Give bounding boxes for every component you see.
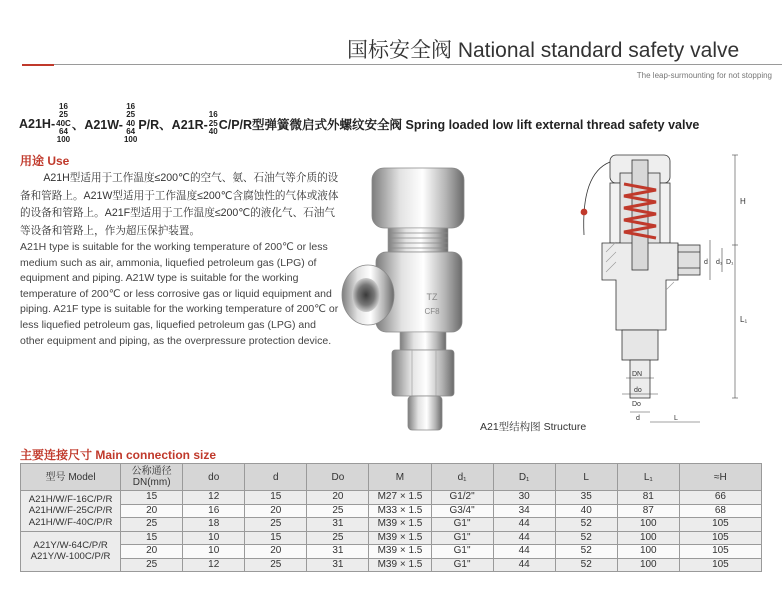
col-header: L (555, 464, 617, 491)
model-part-3: P/R、A21R- (138, 117, 208, 132)
photo-marking-1: TZ (426, 292, 438, 302)
model-cell: A21H/W/F-16C/P/R A21H/W/F-25C/P/R A21H/W/F-40C/P/R (21, 491, 121, 532)
dim-label-L: L (674, 415, 678, 422)
col-header: d₁ (431, 464, 493, 491)
model-part-1: A21H- (19, 116, 56, 131)
dim-label-d: d (704, 259, 708, 266)
pressure-stack-1: 16 25 40C 64 100 (56, 102, 71, 145)
pressure-stack-2: 16 25 40 64 100 (123, 102, 138, 145)
pressure-stack-3: 16 25 40 (208, 110, 218, 136)
dim-label-do: do (634, 387, 642, 394)
dim-label-H: H (740, 197, 746, 206)
col-header: 公称通径 DN(mm) (121, 464, 183, 491)
model-part-2: 、A21W- (71, 117, 123, 132)
col-header: M (369, 464, 431, 491)
dim-label-Do: Do (632, 401, 641, 408)
table-row: 20 10 20 31 M39 × 1.5 G1" 44 52 100 105 (21, 545, 762, 559)
dim-label-d1: d₁ (716, 259, 723, 266)
table-header-row (21, 464, 762, 491)
col-header: Do (307, 464, 369, 491)
col-header: D₁ (493, 464, 555, 491)
dim-label-DN: DN (632, 371, 643, 378)
model-cell: A21Y/W-64C/P/R A21Y/W-100C/P/R (21, 531, 121, 572)
table-row: A21Y/W-64C/P/R A21Y/W-100C/P/R 15 10 15 25 M39 × 1.5 G1" 44 52 100 105 (21, 531, 762, 545)
table-row: 25 18 25 31 M39 × 1.5 G1" 44 52 100 105 (21, 518, 762, 532)
dim-label-dd: d (636, 415, 640, 422)
connection-size-table (20, 463, 762, 572)
header-divider (22, 64, 782, 65)
header-accent (22, 64, 54, 66)
dim-label-L1: L₁ (740, 315, 748, 324)
structure-caption: A21型结构图 Structure (480, 421, 587, 433)
use-description (20, 170, 340, 349)
dim-label-D1: D₁ (726, 259, 734, 266)
col-header: do (183, 464, 245, 491)
structure-drawing (570, 140, 770, 430)
model-title (19, 103, 699, 144)
use-text-english: A21H type is suitable for the working temperature of 200℃ or less medium such as air, ammonia, liquefied petroleum gas (LPG) of equipment and piping. A21W type is suitable for the working temperature of 200℃ or less corrosive gas or liquid equipment and piping. A21F type is suitable for the working temperature of 200℃ or less liquefied petroleum gas, liquefied petroleum gas (LPG) and other equipment and piping, as the overpressure protection device. (20, 241, 339, 347)
table-row: 25 12 25 31 M39 × 1.5 G1" 44 52 100 105 (21, 558, 762, 572)
table-row: 20 16 20 25 M33 × 1.5 G3/4" 34 40 87 68 (21, 504, 762, 518)
col-header: 型号 Model (21, 464, 121, 491)
table-row: A21H/W/F-16C/P/R A21H/W/F-25C/P/R A21H/W/F-40C/P/R 15 12 15 20 M27 × 1.5 G1/2" 30 35 81 66 (21, 491, 762, 505)
page-title: 国标安全阀 National standard safety valve (347, 39, 740, 62)
col-header: d (245, 464, 307, 491)
photo-marking-2: CF8 (424, 307, 440, 316)
connection-section-title: 主要连接尺寸 Main connection size (20, 448, 217, 462)
use-text-chinese: A21H型适用于工作温度≤200℃的空气、氨、石油气等介质的设备和管路上。A21W型适用于工作温度≤200℃含腐蚀性的气体或液体的设备和管路上。A21F型适用于工作温度≤200℃的液化气、石油气等设备和管路上，作为超压保护装置。 (20, 172, 339, 237)
header-slogan: The leap-surmounting for not stopping (636, 71, 772, 80)
col-header: ≈H (679, 464, 761, 491)
model-part-4: C/P/R型弹簧微启式外螺纹安全阀 Spring loaded low lift external thread safety valve (218, 117, 700, 132)
use-section-title: 用途 Use (20, 154, 70, 168)
valve-product-photo (340, 160, 470, 440)
col-header: L₁ (617, 464, 679, 491)
